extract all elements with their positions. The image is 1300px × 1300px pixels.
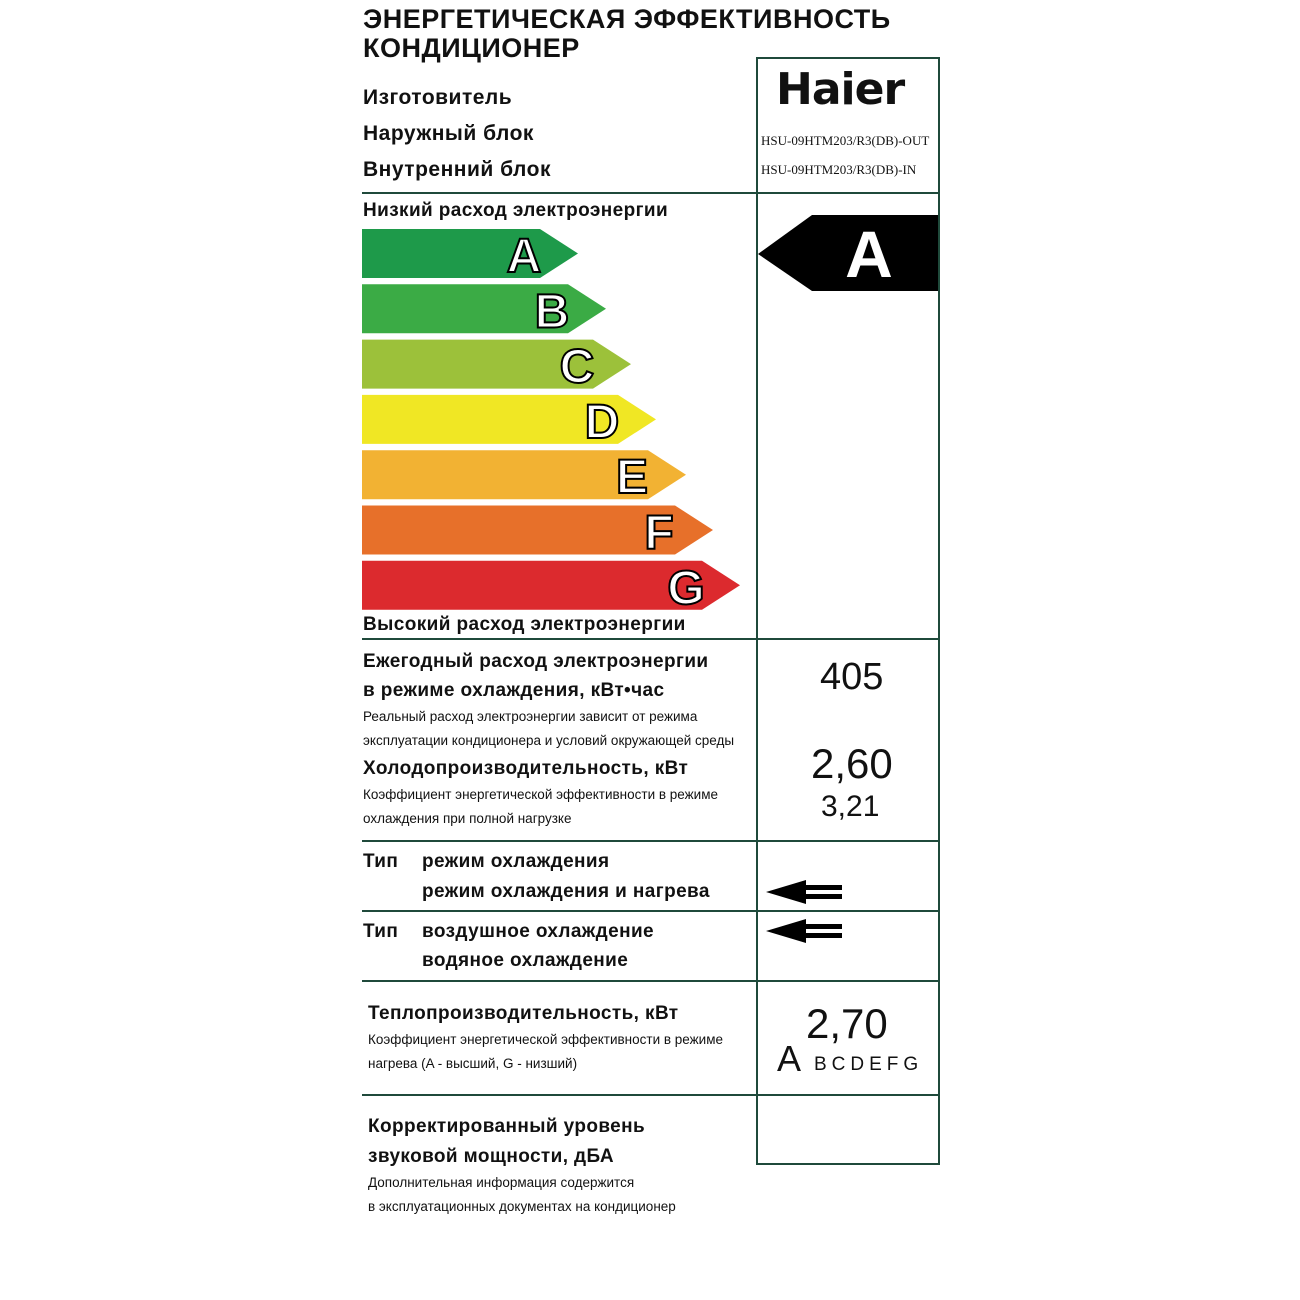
note-heating-line2: нагрева (A - высший, G - низший) <box>368 1056 578 1071</box>
note-noise-line1: Дополнительная информация содержится <box>368 1175 635 1190</box>
label-consumption-line2: в режиме охлаждения, кВт•час <box>363 680 665 701</box>
arrow-icon <box>766 880 842 904</box>
note-cooling-line1: Коэффициент энергетической эффективности в режиме <box>363 787 719 802</box>
label-noise-line2: звуковой мощности, дБА <box>368 1146 614 1167</box>
class-letter-d: D <box>584 395 620 449</box>
label-outdoor-unit: Наружный блок <box>363 122 534 145</box>
class-letter-b: B <box>534 285 570 339</box>
value-cooling: 2,60 <box>811 740 893 787</box>
label-manufacturer: Изготовитель <box>363 86 513 109</box>
label-consumption-line1: Ежегодный расход электроэнергии <box>363 651 709 672</box>
option-air-cooling: воздушное охлаждение <box>422 921 655 942</box>
label-cooling: Холодопроизводительность, кВт <box>363 758 689 779</box>
class-letter-c: C <box>559 340 595 394</box>
value-eer: 3,21 <box>821 790 880 823</box>
rating-arrow <box>758 215 938 291</box>
note-consumption-line1: Реальный расход электроэнергии зависит от режима <box>363 709 698 724</box>
heating-class-selected: A <box>777 1038 802 1079</box>
label-low-consumption: Низкий расход электроэнергии <box>363 200 669 221</box>
outdoor-model: HSU-09HTM203/R3(DB)-OUT <box>761 133 930 148</box>
value-consumption: 405 <box>820 656 884 698</box>
option-cooling-heating-mode: режим охлаждения и нагрева <box>422 881 710 902</box>
note-heating-line1: Коэффициент энергетической эффективности в режиме <box>368 1032 724 1047</box>
brand-logo: Haier <box>776 64 905 115</box>
class-letter-g: G <box>667 561 705 615</box>
label-title-line1: ЭНЕРГЕТИЧЕСКАЯ ЭФФЕКТИВНОСТЬ <box>363 4 891 34</box>
label-title-line2: КОНДИЦИОНЕР <box>363 33 580 63</box>
label-type-mode: Тип <box>363 851 399 872</box>
indoor-model: HSU-09HTM203/R3(DB)-IN <box>761 162 917 177</box>
label-high-consumption: Высокий расход электроэнергии <box>363 614 686 635</box>
note-consumption-line2: эксплуатации кондиционера и условий окружающей среды <box>363 733 735 748</box>
class-bar-a <box>362 229 578 278</box>
class-letter-f: F <box>644 506 674 560</box>
label-heating: Теплопроизводительность, кВт <box>368 1003 679 1024</box>
class-letter-a: A <box>506 230 542 283</box>
option-cooling-mode: режим охлаждения <box>422 851 610 872</box>
option-water-cooling: водяное охлаждение <box>422 950 629 971</box>
class-bar-b <box>362 284 606 333</box>
arrow-icon <box>766 919 842 943</box>
note-noise-line2: в эксплуатационных документах на кондиционер <box>368 1199 676 1214</box>
rating-letter: A <box>845 217 893 291</box>
class-letter-e: E <box>615 451 649 505</box>
label-type-cooling: Тип <box>363 921 399 942</box>
heating-class-rest: BCDEFG <box>814 1054 924 1075</box>
label-noise-line1: Корректированный уровень <box>368 1116 646 1137</box>
label-indoor-unit: Внутренний блок <box>363 158 551 181</box>
value-heating: 2,70 <box>806 1000 888 1047</box>
note-cooling-line2: охлаждения при полной нагрузке <box>363 811 572 826</box>
